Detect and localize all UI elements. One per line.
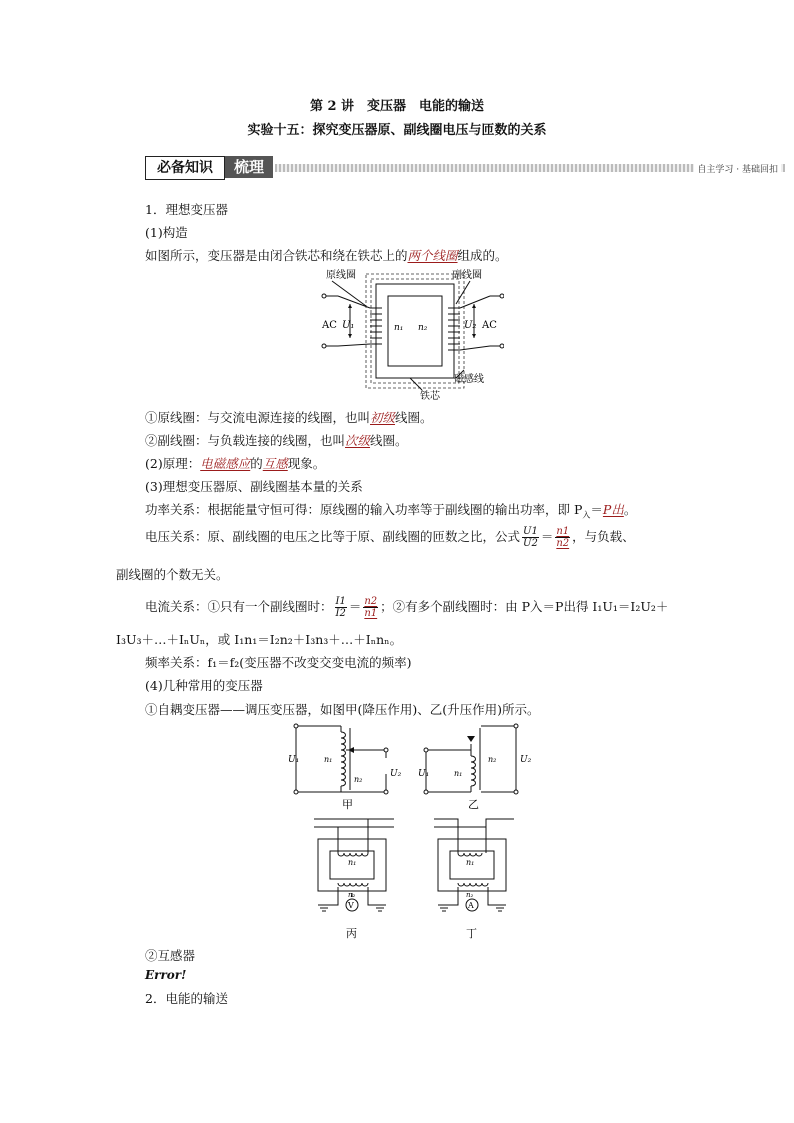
bing-n1: n₁ (348, 858, 357, 867)
principle-text: (2)原理：电磁感应的互感现象。 (145, 456, 326, 471)
label-jia: 甲 (342, 798, 353, 811)
error-text: Error! (145, 968, 187, 982)
section-banner (145, 156, 785, 180)
section2-heading: 2．电能的输送 (145, 991, 228, 1006)
ding-n1: n₁ (466, 858, 475, 867)
current-relation: 电流关系：①只有一个副线圈时： $\frac{I1}{I2}$ ＝ $\frac{n2}{n1}$ ；②有多个副线圈时：由 P入＝P出得 I₁U₁＝I₂U₂＋ (145, 596, 669, 619)
common-transformers-heading: (4)几种常用的变压器 (145, 678, 263, 693)
page-title: 第 2 讲 变压器 电能的输送 (309, 99, 485, 114)
mutual-inductor-heading: ②互感器 (145, 948, 196, 963)
autotransformer-diagrams (286, 720, 536, 812)
instrument-transformer-diagrams (310, 813, 520, 943)
label-iron-core: 铁芯 (420, 391, 440, 402)
bing-n2: n₂ (348, 891, 356, 899)
blank-power-out: P出 (602, 502, 624, 517)
label-ding: 丁 (466, 927, 477, 940)
jia-n1: n₁ (324, 755, 333, 764)
blank-mutual: 互感 (262, 456, 288, 471)
banner-label-knowledge: 必备知识 (145, 156, 225, 180)
transformer-diagram (318, 266, 504, 406)
power-relation: 功率关系：根据能量守恒可得：原线圈的输入功率等于副线圈的输出功率，即 $P_入=P$出。 (145, 502, 637, 520)
banner-tag: 自主学习 · 基础回扣 (694, 162, 781, 175)
frequency-relation: 频率关系：f₁＝f₂(变压器不改变交变电流的频率) (145, 655, 412, 670)
blank-induction: 电磁感应 (200, 456, 251, 471)
construction-heading: (1)构造 (145, 225, 188, 240)
jia-n2: n₂ (354, 775, 363, 784)
yi-n2: n₂ (488, 755, 497, 764)
relations-heading: (3)理想变压器原、副线圈基本量的关系 (145, 479, 363, 494)
yi-u1: U₁ (418, 769, 430, 779)
voltage-relation: 电压关系：原、副线圈的电压之比等于原、副线圈的匝数之比，公式 $\frac{U1}{U2}$ ＝ $\frac{n1}{n2}$ ，与负载、 (145, 526, 635, 549)
ammeter-icon: A (468, 901, 474, 910)
jia-u1: U₁ (288, 755, 300, 765)
current-relation-cont: I₃U₃＋…＋IₙUₙ，或 I₁n₁＝I₂n₂＋I₃n₃＋…＋Iₙnₙ。 (116, 632, 403, 647)
label-bing: 丙 (346, 927, 357, 940)
label-secondary-coil: 副线圈 (452, 270, 482, 281)
blank-primary: 初级 (370, 410, 396, 425)
label-ac-right: AC (482, 320, 497, 331)
label-flux-lines: 磁感线 (454, 374, 484, 385)
label-n2: n₂ (418, 323, 428, 333)
primary-coil-text: ①原线圈：与交流电源连接的线圈，也叫初级线圈。 (145, 410, 433, 425)
yi-n1: n₁ (454, 769, 463, 778)
voltage-relation-cont: 副线圈的个数无关。 (116, 567, 229, 582)
yi-u2: U₂ (520, 755, 532, 765)
label-primary-coil: 原线圈 (326, 270, 356, 281)
secondary-coil-text: ②副线圈：与负载连接的线圈，也叫次级线圈。 (145, 433, 408, 448)
voltmeter-icon: V (348, 901, 354, 910)
ding-n2: n₂ (466, 891, 474, 899)
blank-secondary: 次级 (345, 433, 371, 448)
blank-two-coils: 两个线圈 (407, 248, 458, 263)
label-ac-left: AC (322, 320, 337, 331)
section1-heading: 1．理想变压器 (145, 202, 228, 217)
construction-text: 如图所示，变压器是由闭合铁芯和绕在铁芯上的两个线圈组成的。 (145, 248, 508, 263)
page-subtitle: 实验十五：探究变压器原、副线圈电压与匝数的关系 (247, 123, 547, 138)
jia-u2: U₂ (390, 769, 402, 779)
autotransformer-text: ①自耦变压器——调压变压器，如图甲(降压作用)、乙(升压作用)所示。 (145, 702, 540, 717)
label-u2: U₂ (464, 320, 477, 331)
label-u1: U₁ (342, 320, 355, 331)
label-yi: 乙 (468, 798, 479, 811)
label-n1: n₁ (394, 323, 404, 333)
banner-label-summary: 梳理 (225, 156, 273, 178)
